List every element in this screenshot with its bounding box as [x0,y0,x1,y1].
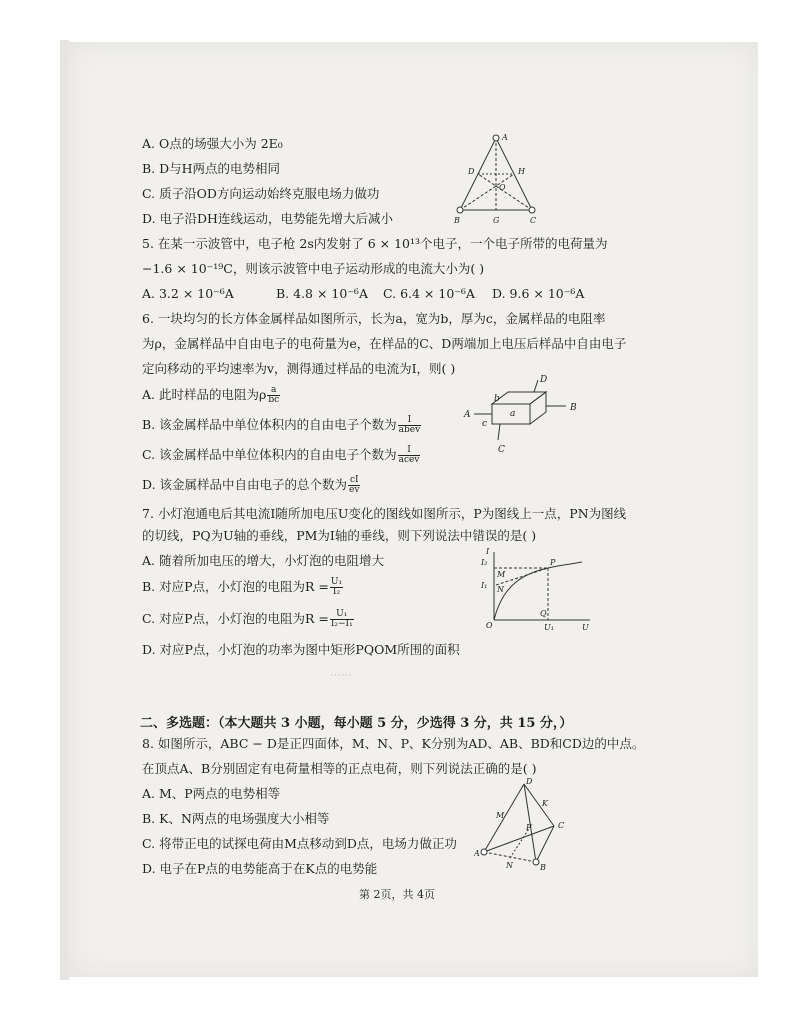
q6-stem-line1: 6. 一块均匀的长方体金属样品如图所示，长为a，宽为b，厚为c，金属样品的电阻率 [142,311,606,326]
fig2-label-c-terminal: C [498,445,505,455]
q7-option-d: D. 对应P点，小灯泡的功率为图中矩形PQOM所围的面积 [142,642,460,657]
q5-stem-line1: 5. 在某一示波管中，电子枪 2s内发射了 6 × 10¹³个电子，一个电子所带的电荷量为 [142,236,608,251]
tetrahedron-figure [474,776,574,872]
fig1-label-h: H [518,167,525,176]
fig3-axis-i: I [486,548,490,556]
q6-option-b-text: B. 该金属样品中单位体积内的自由电子个数为 [142,417,397,432]
fig3-label-i1: I₁ [481,581,488,590]
fig4-label-b: B [540,863,546,872]
q4-option-c: C. 质子沿OD方向运动始终克服电场力做功 [142,186,380,201]
q6-option-a-text: A. 此时样品的电阻为ρ [142,387,267,402]
fig3-label-u1: U₁ [544,623,554,632]
fig1-label-d: D [468,167,475,176]
q6-d-numerator: cI [349,475,359,485]
q6-option-b [142,416,422,435]
q6-option-d [142,476,361,495]
fig4-label-k: K [542,799,548,808]
q7-option-b-fraction [330,578,343,597]
q6-c-numerator: I [398,446,421,456]
fig1-label-a: A [502,133,508,142]
q7-b-denominator: I₂ [332,587,341,597]
fig3-axis-u: U [582,623,589,632]
q6-stem-line3: 定向移动的平均速率为v，测得通过样品的电流为I，则( ) [142,361,456,376]
q7-option-b [142,578,344,597]
q6-b-numerator: I [398,416,422,426]
fig4-label-p: P [526,823,532,832]
q4-option-a: A. O点的场强大小为 2E₀ [142,136,283,151]
q8-option-a: A. M、P两点的电势相等 [142,786,281,801]
q7-c-denominator: I₂−I₁ [330,619,353,629]
q8-stem-line2: 在顶点A、B分别固定有电荷量相等的正点电荷，则下列说法正确的是( ) [142,761,537,776]
q8-option-b: B. K、N两点的电场强度大小相等 [142,811,330,826]
q7-stem-line2: 的切线，PQ为U轴的垂线，PM为I轴的垂线，则下列说法中错误的是( ) [142,528,537,543]
q6-option-a [142,386,281,405]
bleed-through-mark: ⋯⋯ [330,668,352,681]
fig4-label-a: A [474,849,480,858]
fig3-label-i2: I₂ [481,558,488,567]
q4-option-d: D. 电子沿DH连线运动，电势能先增大后减小 [142,211,393,226]
q6-b-denominator: abev [398,425,421,435]
q5-option-b: B. 4.8 × 10⁻⁶A [276,286,368,301]
q7-c-numerator: U₁ [330,610,354,620]
fig4-label-m: M [496,811,505,820]
q6-a-denominator: bc [268,395,280,405]
fig2-label-a-terminal: A [464,410,471,420]
q7-b-numerator: U₁ [330,577,343,587]
fig3-label-q: Q [540,609,547,618]
q5-option-a: A. 3.2 × 10⁻⁶A [142,286,234,301]
q8-stem-line1: 8. 如图所示，ABC − D是正四面体，M、N、P、K分别为AD、AB、BD和CD边的中点。 [142,736,645,751]
fig4-label-c: C [558,821,565,830]
q6-a-numerator: a [267,386,280,396]
fig2-label-b-terminal: B [570,403,577,413]
fig3-label-m: M [497,570,506,579]
fig1-label-b: B [454,216,460,225]
q5-option-d: D. 9.6 × 10⁻⁶A [492,286,585,301]
fig2-label-width: b [494,394,500,404]
q8-option-c: C. 将带正电的试探电荷由M点移动到D点，电场力做正功 [142,836,457,851]
fig2-label-d-terminal: D [540,375,548,385]
fig2-label-thickness: c [482,419,488,429]
fig2-label-length: a [510,409,516,419]
q6-option-c-fraction [398,446,421,465]
q7-option-a: A. 随着所加电压的增大，小灯泡的电阻增大 [142,553,384,568]
q6-option-d-fraction [348,476,360,495]
q6-option-c [142,446,421,465]
q7-option-c-fraction [330,610,354,629]
q7-option-c-text: C. 对应P点，小灯泡的电阻为R = [142,611,329,626]
q6-option-b-fraction [398,416,422,435]
q6-c-denominator: acev [398,455,420,465]
fig4-label-n: N [506,861,513,870]
fig3-label-origin: O [486,621,493,630]
q7-option-c [142,610,355,629]
fig1-label-o: O [499,183,506,192]
iu-curve-figure [478,548,598,634]
section-heading-multiple-choice: 二、多选题：（本大题共 3 小题，每小题 5 分，少选得 3 分，共 15 分，） [140,716,573,731]
q7-stem-line1: 7. 小灯泡通电后其电流I随所加电压U变化的图线如图所示，P为图线上一点，PN为图线 [142,506,627,521]
fig3-label-n: N [497,585,504,594]
fig3-label-p: P [550,558,556,567]
q6-d-denominator: ev [349,485,360,495]
q6-option-d-text: D. 该金属样品中自由电子的总个数为 [142,477,348,492]
q8-option-d: D. 电子在P点的电势能高于在K点的电势能 [142,861,378,876]
fig1-label-c: C [530,216,537,225]
q4-option-b: B. D与H两点的电势相同 [142,161,281,176]
triangle-figure [448,128,558,228]
page-number: 第 2页，共 4页 [359,888,435,901]
q5-stem-line2: −1.6 × 10⁻¹⁹C，则该示波管中电子运动形成的电流大小为( ) [142,261,485,276]
q6-option-c-text: C. 该金属样品中单位体积内的自由电子个数为 [142,447,397,462]
q5-option-c: C. 6.4 × 10⁻⁶A [383,286,475,301]
q6-option-a-fraction [267,386,280,405]
fig4-label-d: D [526,777,533,786]
q7-option-b-text: B. 对应P点，小灯泡的电阻为R = [142,579,329,594]
metal-block-figure [462,374,592,456]
q6-stem-line2: 为ρ，金属样品中自由电子的电荷量为e，在样品的C、D两端加上电压后样品中自由电子 [142,336,627,351]
fig1-label-g: G [493,216,500,225]
